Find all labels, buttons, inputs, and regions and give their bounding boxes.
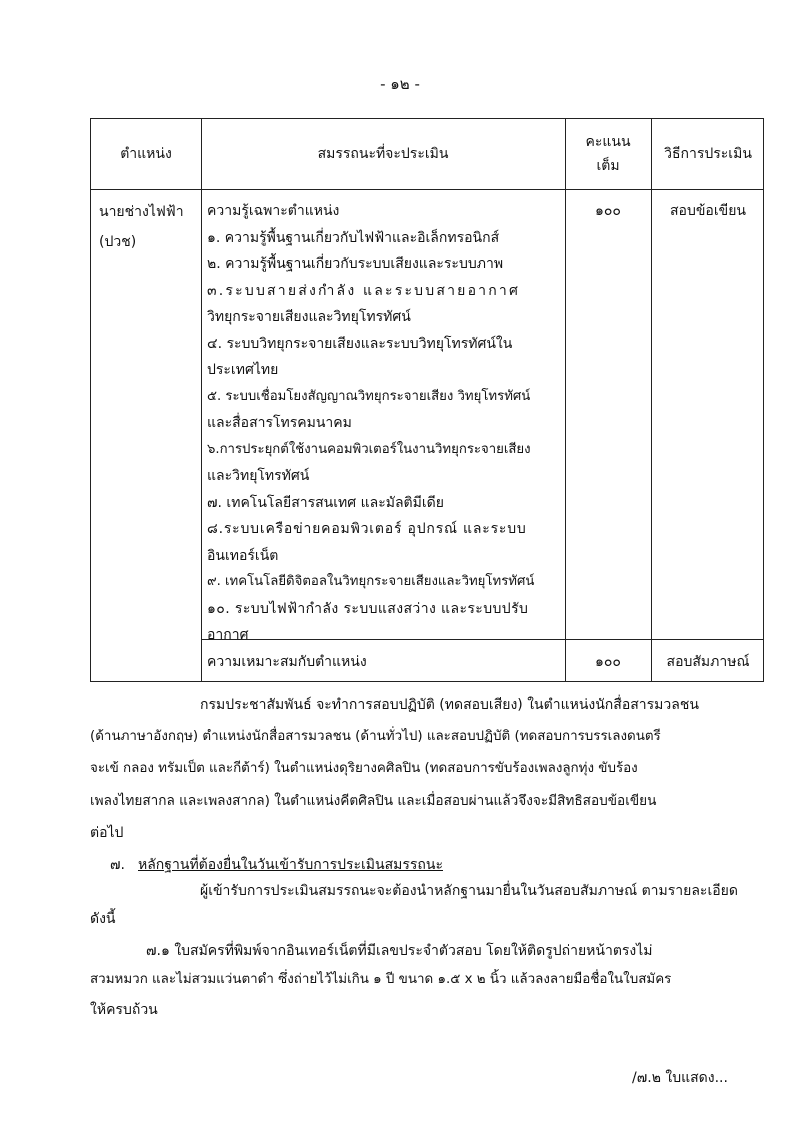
competency-line: ประเทศไทย — [207, 362, 279, 378]
competency-line: วิทยุกระจายเสียงและวิทยุโทรทัศน์ — [207, 309, 411, 325]
competency-line: อินเทอร์เน็ต — [207, 547, 279, 564]
paragraph-line: ๗.๑ ใบสมัครที่พิมพ์จากอินเทอร์เน็ตที่มีเลขประจำตัวสอบ โดยให้ติดรูปถ่ายหน้าตรงไม่ — [146, 943, 653, 959]
competency-line: ๒. ความรู้พื้นฐานเกี่ยวกับระบบเสียงและระบบภาพ — [207, 256, 504, 272]
section-title: หลักฐานที่ต้องยื่นในวันเข้ารับการประเมินสมรรถนะ — [138, 857, 443, 873]
competency-suitability: ความเหมาะสมกับตำแหน่ง — [207, 654, 367, 670]
competency-line: ๙. เทคโนโลยีดิจิตอลในวิทยุกระจายเสียงและวิทยุโทรทัศน์ — [207, 574, 535, 589]
header-score-line1: คะแนน — [585, 134, 631, 150]
table-header-divider — [91, 189, 763, 190]
competency-line: ๑. ความรู้พื้นฐานเกี่ยวกับไฟฟ้าและอิเล็กทรอนิกส์ — [207, 229, 500, 246]
paragraph-line: สวมหมวก และไม่สวมแว่นตาดำ ซึ่งถ่ายไว้ไม่เกิน ๑ ปี ขนาด ๑.๕ x ๒ นิ้ว แล้วลงลายมือชื่อในใบสมัคร — [90, 972, 672, 987]
competency-line: ๖.การประยุกต์ใช้งานคอมพิวเตอร์ในงานวิทยุกระจายเสียง — [207, 441, 531, 457]
score-interview: ๑๐๐ — [595, 654, 621, 670]
header-position: ตำแหน่ง — [120, 146, 172, 162]
page-number: - ๑๒ - — [380, 75, 420, 93]
paragraph-line: เพลงไทยสากล และเพลงสากล) ในตำแหน่งคีตศิลปิน และเมื่อสอบผ่านแล้วจึงจะมีสิทธิสอบข้อเขียน — [90, 793, 657, 809]
paragraph-line: ผู้เข้ารับการประเมินสมรรถนะจะต้องนำหลักฐานมายื่นในวันสอบสัมภาษณ์ ตามรายละเอียด — [200, 883, 738, 899]
method-written: สอบข้อเขียน — [670, 203, 746, 219]
competency-line: ๔. ระบบวิทยุกระจายเสียงและระบบวิทยุโทรทัศน์ใน — [207, 335, 513, 352]
competency-line: และสื่อสารโทรคมนาคม — [207, 415, 352, 431]
paragraph-line: (ด้านภาษาอังกฤษ) ตำแหน่งนักสื่อสารมวลชน (ด้านทั่วไป) และสอบปฏิบัติ (ทดสอบการบรรเลงดนตรี — [90, 729, 661, 744]
table-row-divider — [201, 639, 763, 640]
paragraph-line: จะเข้ กลอง ทรัมเป็ต และกีต้าร์) ในตำแหน่งดุริยางคศิลปิน (ทดสอบการขับร้องเพลงลูกทุ่ง ขับร้อง — [90, 761, 638, 776]
competency-line: ๘.ระบบเครือข่ายคอมพิวเตอร์ อุปกรณ์ และระบบ — [207, 521, 527, 537]
competency-line: ๗. เทคโนโลยีสารสนเทศ และมัลติมีเดีย — [207, 494, 444, 511]
score-written: ๑๐๐ — [595, 203, 621, 219]
continuation-note: /๗.๒ ใบแสดง... — [632, 1070, 728, 1086]
position-qualification: (ปวช) — [99, 234, 137, 250]
paragraph-line: ให้ครบถ้วน — [90, 1002, 158, 1018]
method-interview: สอบสัมภาษณ์ — [666, 654, 750, 670]
position-name: นายช่างไฟฟ้า — [99, 204, 184, 220]
competency-line: ๑๐. ระบบไฟฟ้ากำลัง ระบบแสงสว่าง และระบบปรับ — [207, 600, 529, 617]
competency-line: ๕. ระบบเชื่อมโยงสัญญาณวิทยุกระจายเสียง วิทยุโทรทัศน์ — [207, 388, 531, 404]
header-method: วิธีการประเมิน — [664, 146, 752, 162]
section-number: ๗. — [110, 857, 125, 873]
competency-line: อากาศ — [207, 627, 249, 643]
competency-line: และวิทยุโทรทัศน์ — [207, 468, 310, 484]
competency-line: ๓.ระบบสายส่งกำลัง และระบบสายอากาศ — [207, 282, 521, 299]
competency-line: ความรู้เฉพาะตำแหน่ง — [207, 203, 340, 219]
paragraph-line: ดังนี้ — [90, 911, 116, 927]
header-score-line2: เต็ม — [596, 158, 620, 174]
paragraph-line: ต่อไป — [90, 825, 124, 841]
paragraph-line: กรมประชาสัมพันธ์ จะทำการสอบปฏิบัติ (ทดสอบเสียง) ในตำแหน่งนักสื่อสารมวลชน — [200, 697, 699, 713]
table-divider — [201, 119, 202, 681]
competency-table — [90, 118, 764, 682]
header-competency: สมรรถนะที่จะประเมิน — [317, 146, 449, 162]
